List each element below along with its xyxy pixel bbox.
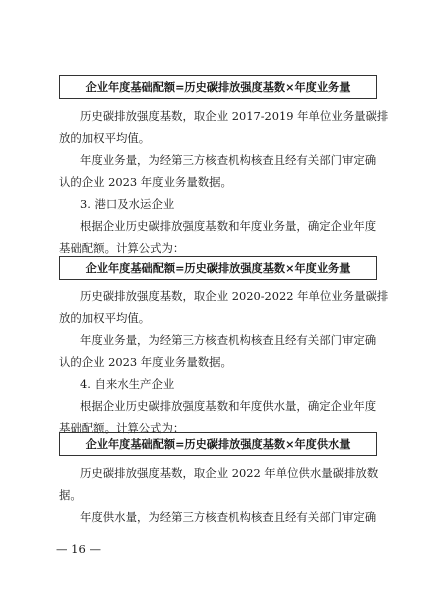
text-line: 基础配额。计算公式为： (59, 421, 185, 435)
text-line: 认的企业 2023 年度业务量数据。 (59, 355, 232, 369)
text-line: 历史碳排放强度基数，取企业 2017-2019 年单位业务量碳排 (80, 109, 389, 123)
text-line: 基础配额。计算公式为： (59, 241, 185, 255)
text-line: 放的加权平均值。 (59, 311, 151, 325)
text-line: 历史碳排放强度基数，取企业 2022 年单位供水量碳排放数 (80, 466, 379, 480)
formula-box-1: 企业年度基础配额=历史碳排放强度基数×年度业务量 (59, 75, 377, 99)
text-line: 历史碳排放强度基数，取企业 2020-2022 年单位业务量碳排 (80, 289, 389, 303)
text-line: 认的企业 2023 年度业务量数据。 (59, 175, 232, 189)
formula-box-3: 企业年度基础配额=历史碳排放强度基数×年度供水量 (59, 432, 377, 456)
formula-box-2: 企业年度基础配额=历史碳排放强度基数×年度业务量 (59, 256, 377, 280)
text-line: 根据企业历史碳排放强度基数和年度供水量，确定企业年度 (80, 399, 377, 413)
section-heading: 4. 自来水生产企业 (80, 377, 175, 391)
page-number: — 16 — (56, 542, 101, 556)
text-line: 放的加权平均值。 (59, 131, 151, 145)
text-line: 根据企业历史碳排放强度基数和年度业务量，确定企业年度 (80, 219, 377, 233)
text-line: 年度业务量，为经第三方核查机构核查且经有关部门审定确 (80, 333, 377, 347)
text-line: 年度业务量，为经第三方核查机构核查且经有关部门审定确 (80, 153, 377, 167)
text-line: 年度供水量，为经第三方核查机构核查且经有关部门审定确 (80, 510, 377, 524)
text-line: 据。 (59, 488, 82, 502)
section-heading: 3. 港口及水运企业 (80, 197, 175, 211)
